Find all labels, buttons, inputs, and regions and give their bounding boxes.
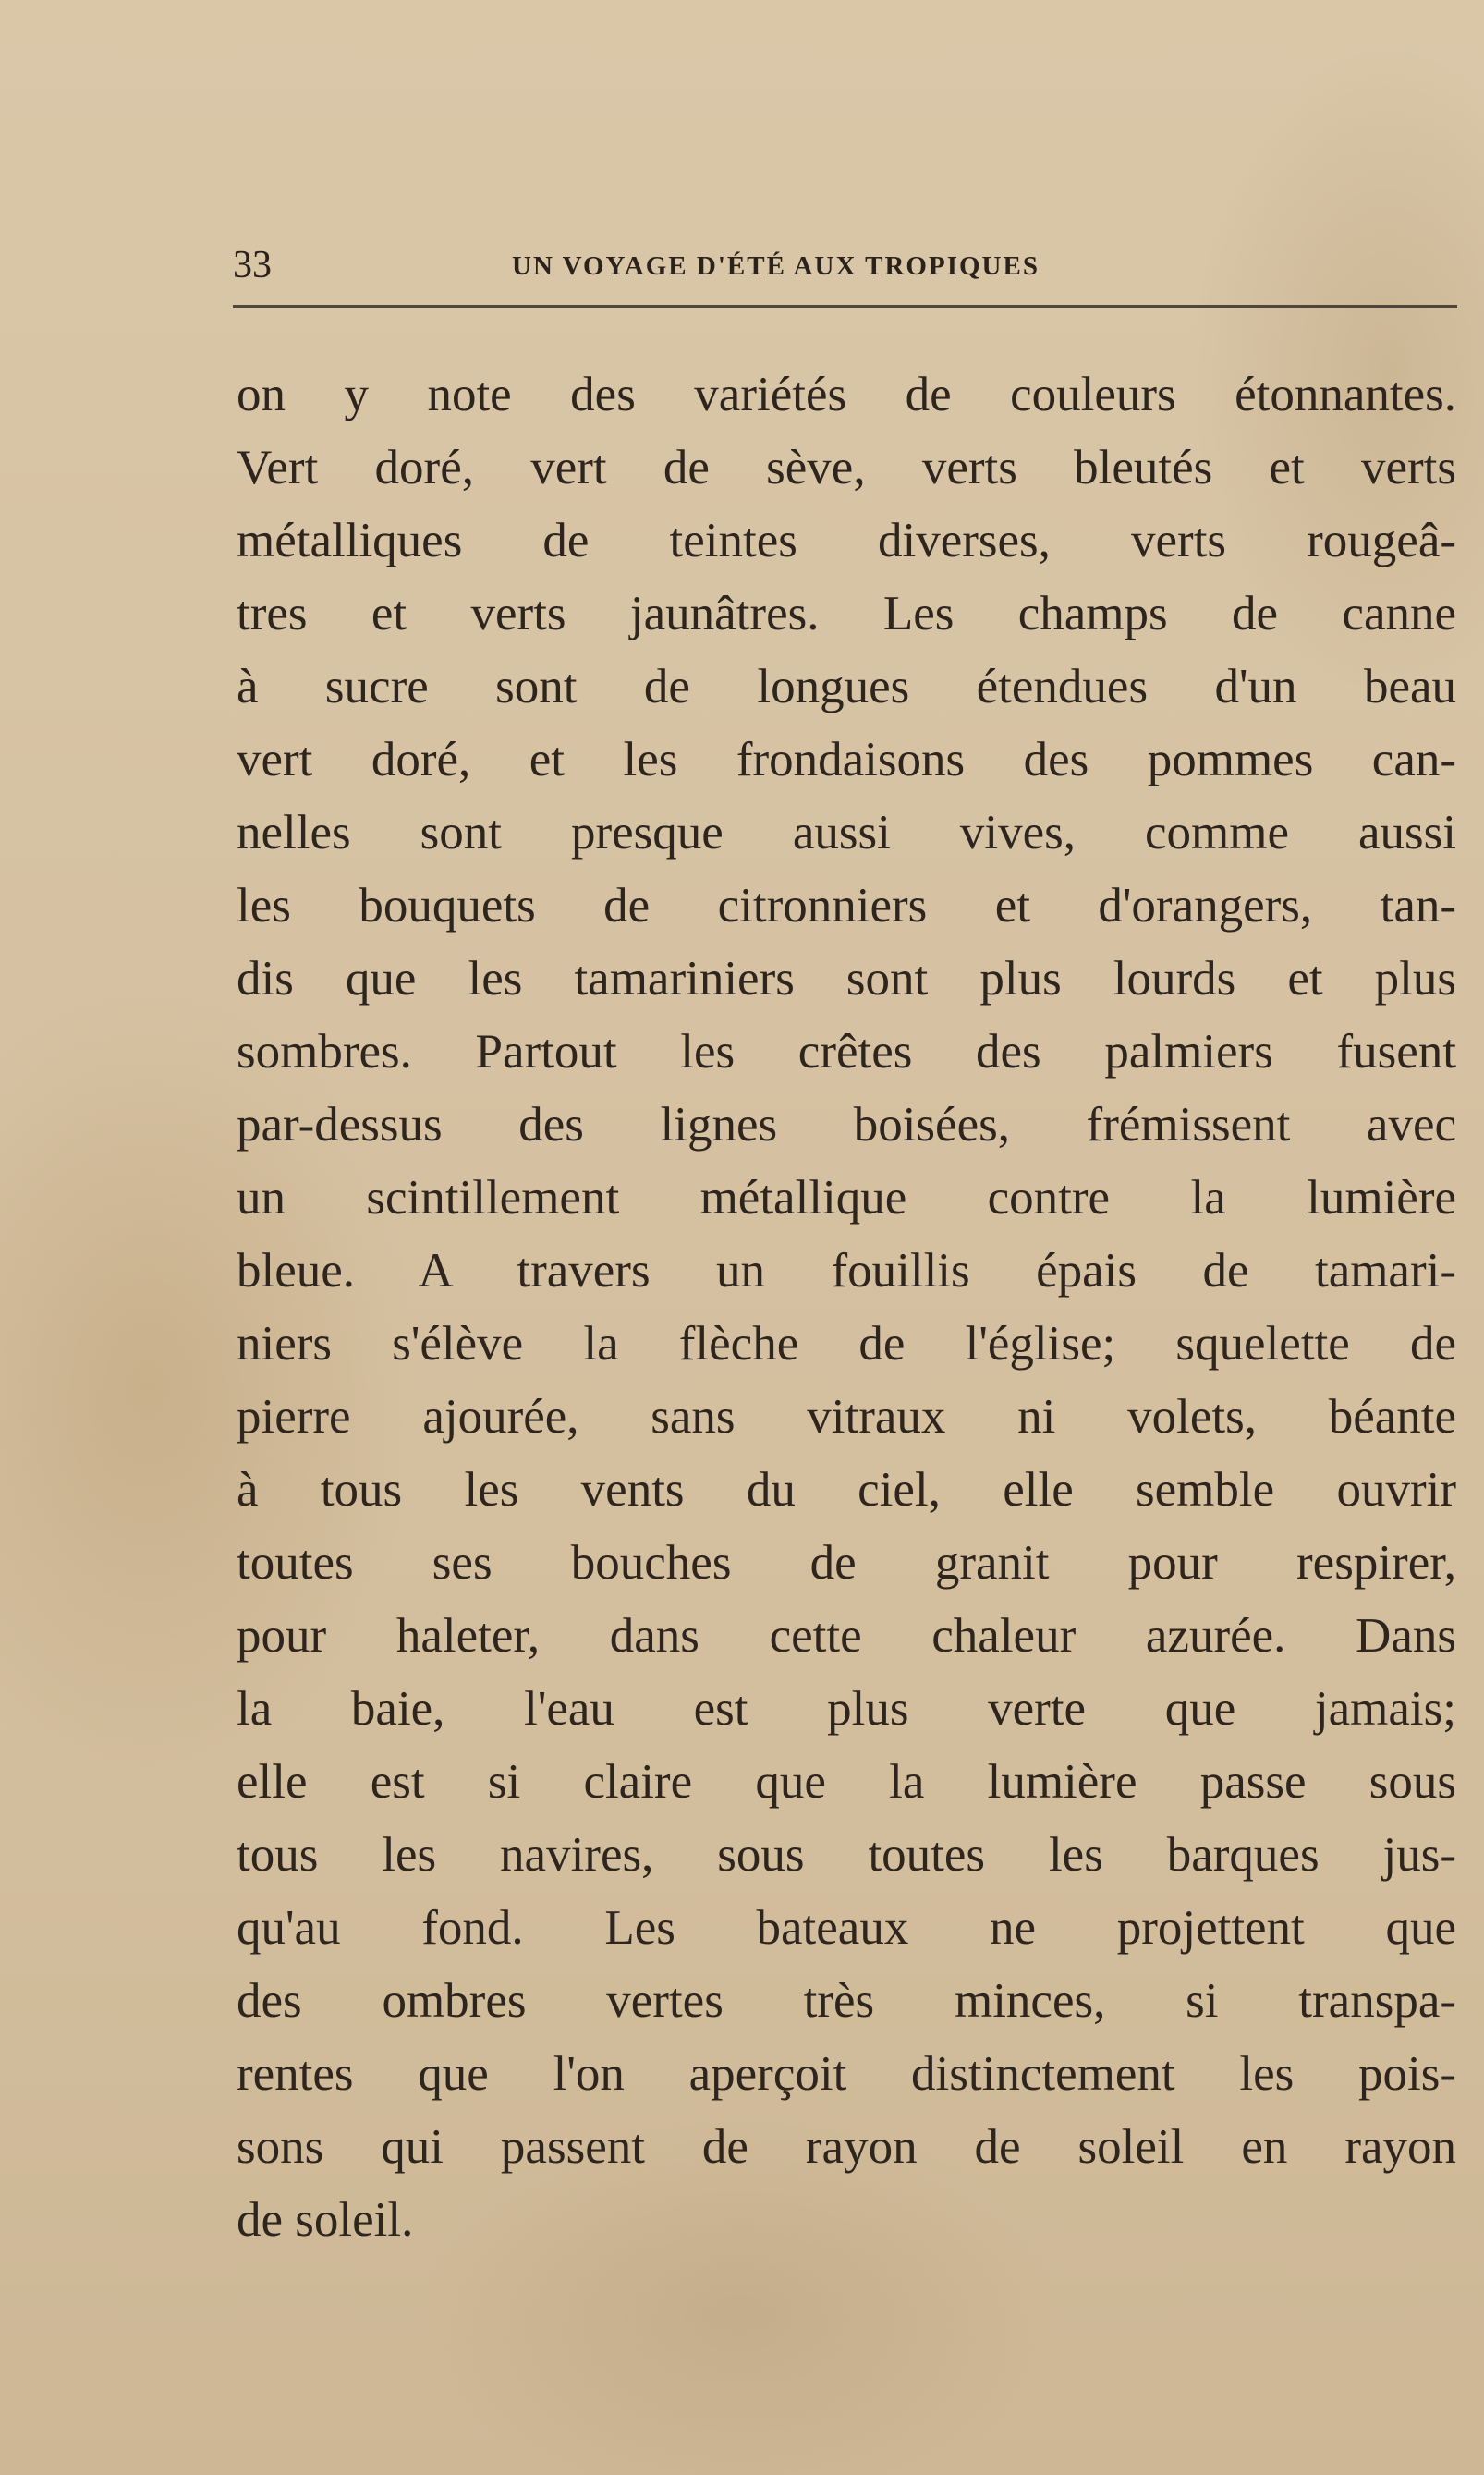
text-line: à sucre sont de longues étendues d'un beau	[237, 660, 1456, 713]
running-title: UN VOYAGE D'ÉTÉ AUX TROPIQUES	[512, 251, 1040, 281]
text-line: qu'au fond. Les bateaux ne projettent que	[237, 1901, 1456, 1955]
text-line: niers s'élève la flèche de l'église; squelette de	[237, 1317, 1456, 1371]
text-line: la baie, l'eau est plus verte que jamais;	[237, 1682, 1456, 1736]
text-line: elle est si claire que la lumière passe sous	[237, 1755, 1456, 1809]
text-line: dis que les tamariniers sont plus lourds et plus	[237, 952, 1456, 1006]
text-line: sons qui passent de rayon de soleil en rayon	[237, 2120, 1456, 2174]
page-number: 33	[233, 244, 272, 287]
text-line: sombres. Partout les crêtes des palmiers fusent	[237, 1025, 1456, 1079]
body-text	[237, 359, 1456, 2257]
text-line: à tous les vents du ciel, elle semble ouvrir	[237, 1463, 1456, 1517]
running-header	[233, 242, 1457, 288]
text-line: pierre ajourée, sans vitraux ni volets, béante	[237, 1390, 1456, 1444]
text-line: des ombres vertes très minces, si transpa-	[237, 1974, 1456, 2028]
header-rule	[233, 305, 1457, 308]
text-line: un scintillement métallique contre la lumière	[237, 1171, 1456, 1225]
text-line: tous les navires, sous toutes les barques jus-	[237, 1828, 1456, 1882]
text-line: par-dessus des lignes boisées, frémissent avec	[237, 1098, 1456, 1152]
text-line: nelles sont presque aussi vives, comme aussi	[237, 806, 1456, 860]
text-line: tres et verts jaunâtres. Les champs de canne	[237, 587, 1456, 640]
text-line: pour haleter, dans cette chaleur azurée. Dans	[237, 1609, 1456, 1663]
text-line: vert doré, et les frondaisons des pommes can-	[237, 733, 1456, 786]
text-line: les bouquets de citronniers et d'orangers, tan-	[237, 879, 1456, 933]
text-line: métalliques de teintes diverses, verts rougeâ-	[237, 514, 1456, 567]
text-line: rentes que l'on aperçoit distinctement les pois-	[237, 2047, 1456, 2101]
text-line: Vert doré, vert de sève, verts bleutés et verts	[237, 441, 1456, 494]
text-line: bleue. A travers un fouillis épais de tamari-	[237, 1244, 1456, 1298]
text-line: on y note des variétés de couleurs étonnantes.	[237, 368, 1456, 421]
text-line: toutes ses bouches de granit pour respirer,	[237, 1536, 1456, 1590]
text-line: de soleil.	[237, 2193, 414, 2247]
